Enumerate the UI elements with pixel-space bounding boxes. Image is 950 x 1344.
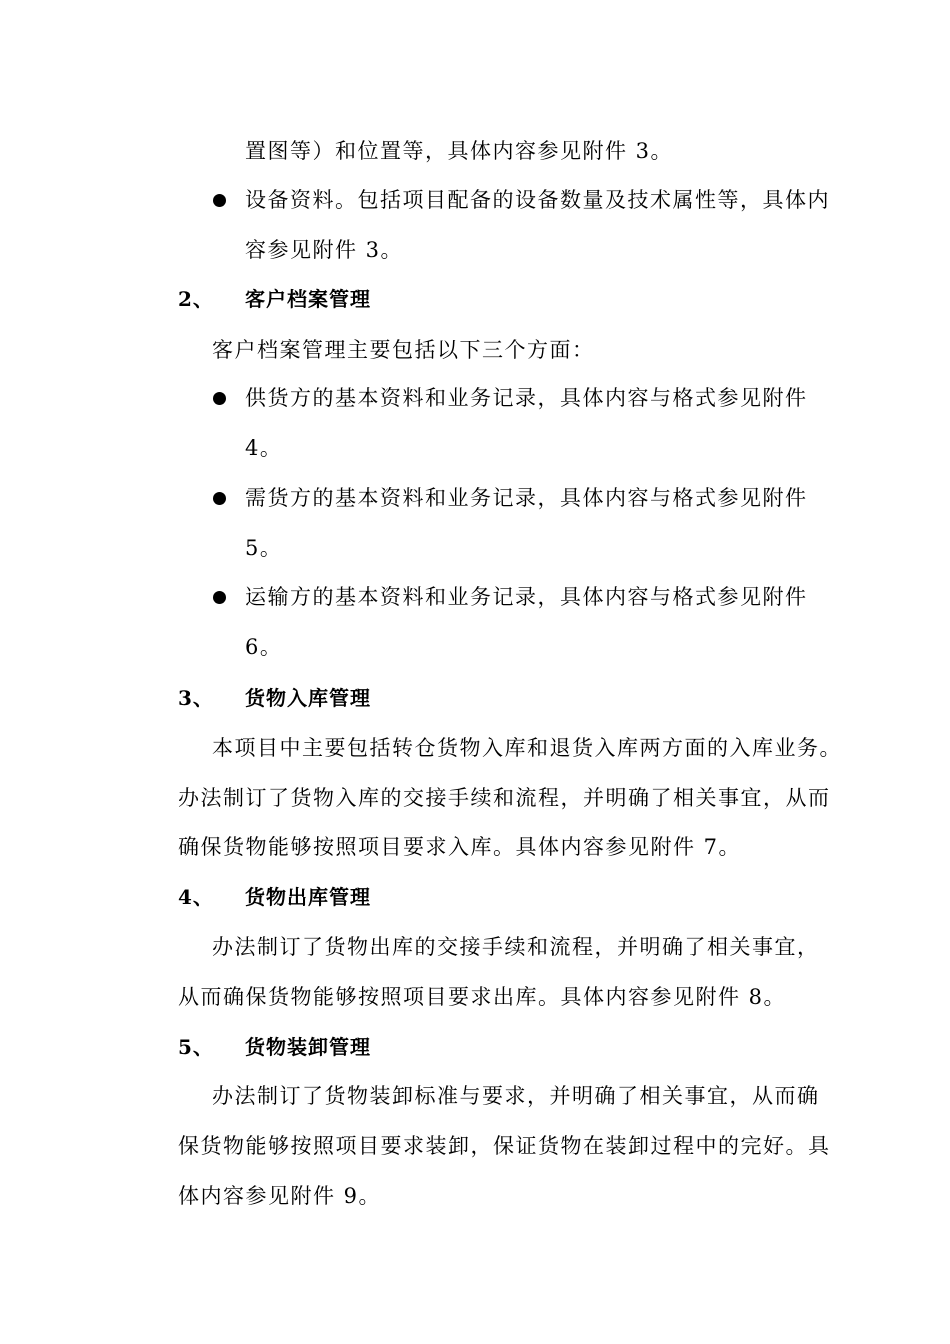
paragraph-line: 置图等）和位置等，具体内容参见附件 3。 xyxy=(245,139,674,163)
bullet-line: 设备资料。包括项目配备的设备数量及技术属性等，具体内 xyxy=(245,188,830,212)
bullet-line: 运输方的基本资料和业务记录，具体内容与格式参见附件 xyxy=(245,585,808,609)
section-number: 5、 xyxy=(178,1035,214,1059)
section-heading: 货物出库管理 xyxy=(245,885,371,909)
paragraph-line: 办法制订了货物入库的交接手续和流程，并明确了相关事宜，从而 xyxy=(178,786,831,810)
paragraph-line: 本项目中主要包括转仓货物入库和退货入库两方面的入库业务。 xyxy=(212,736,842,760)
bullet-dot-icon xyxy=(213,194,226,207)
section-heading: 客户档案管理 xyxy=(245,287,371,311)
bullet-dot-icon xyxy=(213,492,226,505)
bullet-line: 供货方的基本资料和业务记录，具体内容与格式参见附件 xyxy=(245,386,808,410)
section-number: 3、 xyxy=(178,686,214,710)
paragraph-line: 办法制订了货物装卸标准与要求，并明确了相关事宜，从而确 xyxy=(212,1084,820,1108)
paragraph-line: 从而确保货物能够按照项目要求出库。具体内容参见附件 8。 xyxy=(178,985,787,1009)
bullet-line: 6。 xyxy=(245,635,283,659)
bullet-line: 需货方的基本资料和业务记录，具体内容与格式参见附件 xyxy=(245,486,808,510)
bullet-dot-icon xyxy=(213,591,226,604)
section-number: 4、 xyxy=(178,885,214,909)
bullet-dot-icon xyxy=(213,392,226,405)
bullet-line: 容参见附件 3。 xyxy=(245,238,404,262)
section-number: 2、 xyxy=(178,287,214,311)
bullet-line: 5。 xyxy=(245,536,283,560)
bullet-line: 4。 xyxy=(245,436,283,460)
paragraph-line: 体内容参见附件 9。 xyxy=(178,1184,382,1208)
section-heading: 货物入库管理 xyxy=(245,686,371,710)
paragraph-line: 确保货物能够按照项目要求入库。具体内容参见附件 7。 xyxy=(178,835,742,859)
paragraph-line: 办法制订了货物出库的交接手续和流程，并明确了相关事宜， xyxy=(212,935,820,959)
paragraph-line: 保货物能够按照项目要求装卸，保证货物在装卸过程中的完好。具 xyxy=(178,1134,831,1158)
paragraph-line: 客户档案管理主要包括以下三个方面： xyxy=(212,338,595,362)
section-heading: 货物装卸管理 xyxy=(245,1035,371,1059)
